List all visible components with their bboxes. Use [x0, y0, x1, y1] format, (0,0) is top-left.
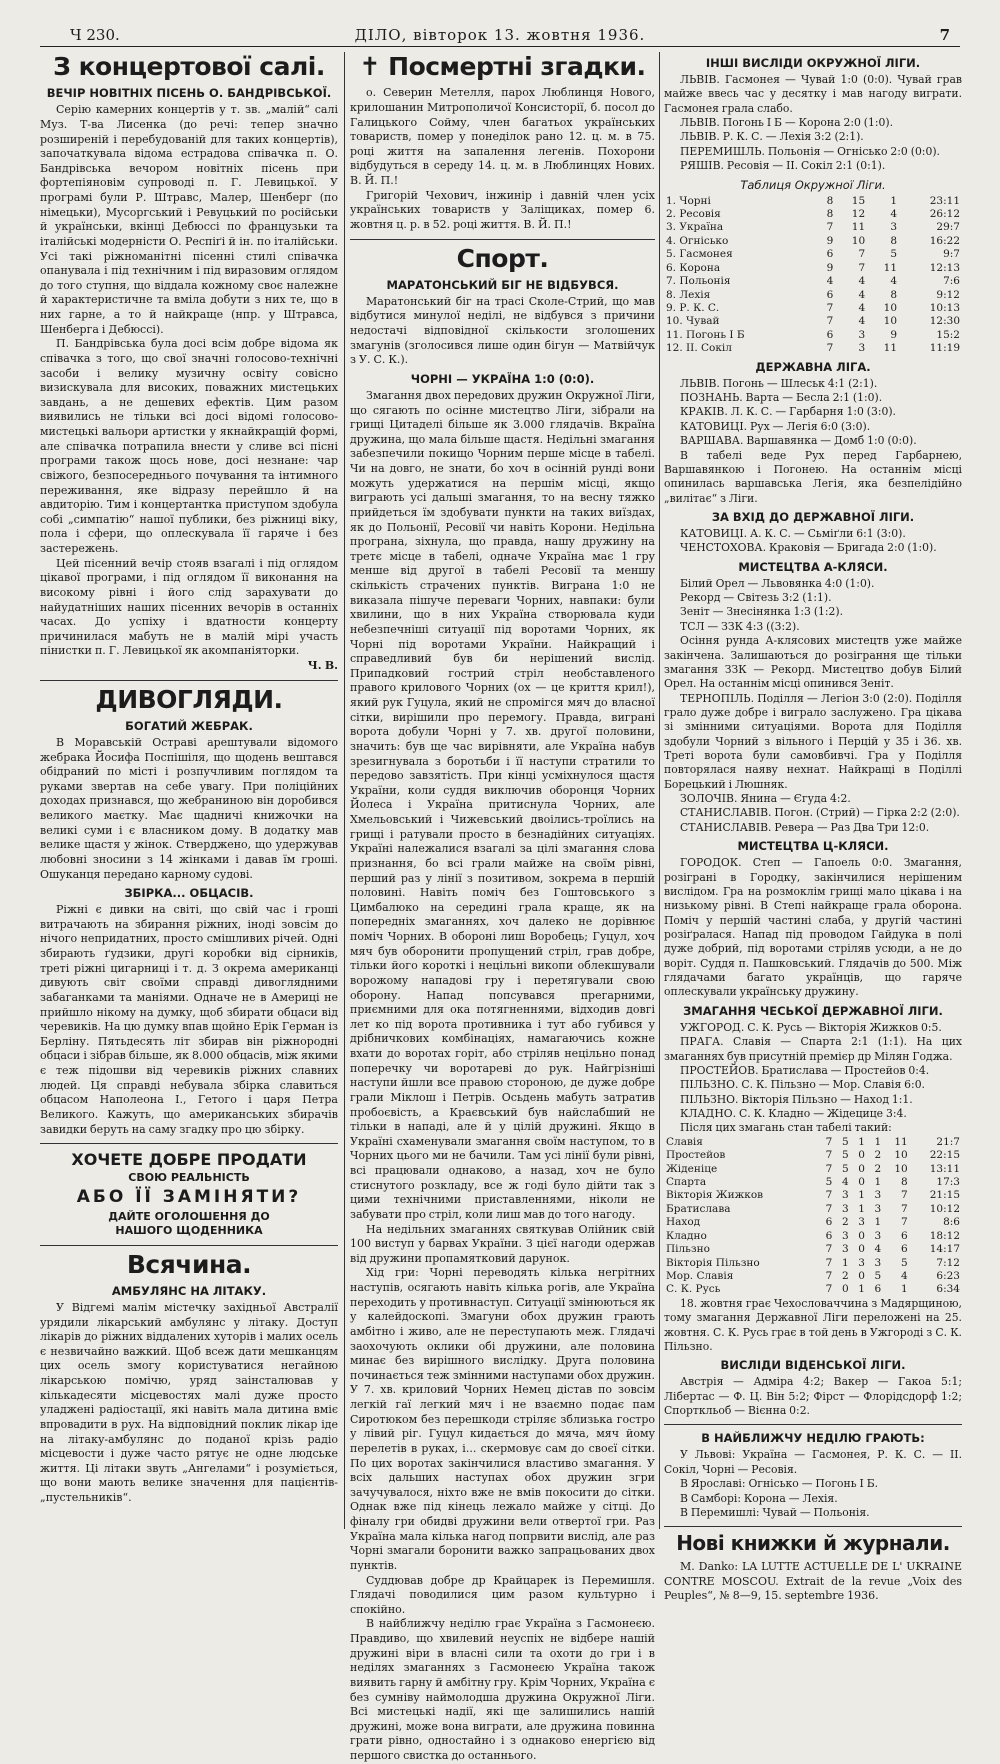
table-cell: 3 [874, 1229, 882, 1242]
result-line: ЛЬВІВ. Погонь — Шлеськ 4:1 (2:1). [680, 376, 878, 390]
team-name: 7. Польонія [666, 275, 731, 288]
result-line: ПІЛЬЗНО. Вікторія Пільзно — Наход 1:1. [680, 1092, 913, 1106]
table-cell: 7 [825, 1256, 833, 1269]
table-row [664, 1189, 962, 1202]
table-cell: 26:12 [929, 207, 960, 220]
table-cell: 7 [825, 1135, 833, 1148]
ad-line: АБО ЇЇ ЗАМІНЯТИ? [76, 1187, 302, 1208]
league-table-heading: Таблиця Окружної Ліги. [740, 177, 886, 192]
table-cell: 21:7 [936, 1135, 960, 1148]
table-cell: 2 [841, 1270, 849, 1283]
table-cell: 2 [841, 1216, 849, 1229]
table-row [664, 208, 962, 221]
results-heading: ІНШІ ВИСЛІДИ ОКРУЖНОЇ ЛІГИ. [705, 56, 921, 70]
table-row [664, 1230, 962, 1243]
table-cell: 0 [858, 1243, 865, 1256]
table-cell: 6 [825, 1229, 833, 1242]
table-cell: 14:17 [929, 1243, 960, 1256]
sport-paragraph: В найближчу неділю грає Україна з Гасмонеєю. Правдиво, що хвилевий неуспіх не відбере нашій дружині віри в власні сили та охоти до гри і в неділях змаганнях з Гасмонеєю Україна також виявить гарну й амбітну гру. Крім Чорних, Україна є без сумніву наймолодша дружина Окружної Ліги. Всі мистецькі надії, які ще залишились нашій дружині, може вона виграти, але дружина повинна грати рівно, одностайно і з однаково енергією від першого свистка до останнього. [350, 1617, 655, 1762]
table-cell: 17:3 [936, 1175, 960, 1188]
table-cell: 4 [858, 315, 866, 328]
czech-table-intro: Після цих змагань стан табелі такий: [680, 1121, 892, 1135]
table-cell: 4 [858, 275, 866, 288]
section-divider [40, 680, 338, 681]
entry-heading: ЗА ВХІД ДО ДЕРЖАВНОЇ ЛІГИ. [711, 510, 915, 524]
table-cell: 6 [901, 1243, 908, 1256]
state-league-results [664, 377, 962, 506]
table-cell: 3 [874, 1202, 882, 1215]
sport-heading: Спорт. [456, 243, 549, 273]
table-cell: 1 [874, 1135, 882, 1148]
result-line: ПРАГА. Славія — Спарта 2:1 (1:1). На цих змаганнях був присутній премієр др Мілян Годжа. [664, 1035, 962, 1063]
table-row [664, 1216, 962, 1229]
team-name: Кладно [666, 1229, 707, 1242]
result-line: В табелі веде Рух перед Гарбарнею, Варшавянкою і Погонею. На останнім місці опинилась варшавська Легія, яка безпелідійно „вилітає“ з Ліги. [664, 448, 962, 505]
table-row [664, 289, 962, 302]
table-cell: 16:22 [929, 234, 960, 247]
table-cell: 22:15 [929, 1149, 960, 1162]
table-cell: 9 [826, 261, 834, 274]
table-row [664, 1270, 962, 1283]
table-cell: 9:12 [936, 288, 960, 301]
books-entry: M. Danko: LA LUTTE ACTUELLE DE L' UKRAINE CONTRE MOSCOU. Extrait de la revue „Voix des Peuples“, № 8—9, 15. septembre 1936. [664, 1560, 962, 1603]
team-name: 1. Чорні [666, 194, 711, 207]
team-name: 8. Лехія [666, 288, 711, 301]
table-cell: 29:7 [936, 221, 960, 234]
section-divider [40, 1245, 338, 1246]
table-cell: 10:12 [929, 1202, 960, 1215]
curios-subheading: ЗБІРКА... ОБЦАСІВ. [124, 886, 254, 901]
team-name: 9. Р. К. С. [666, 302, 720, 315]
table-cell: 23:11 [929, 194, 960, 207]
column-rule [344, 52, 345, 1529]
vienna-results: Австрія — Адміра 4:2; Вакер — Гакоа 5:1; Лібертас — Ф. Ц. Він 5:2; Фірст — Флорідсдорф 1:2; Спорткльоб — Вієнна 0:2. [664, 1375, 962, 1418]
entry-results [664, 527, 962, 556]
table-cell: 4 [841, 1175, 849, 1188]
table-cell: 5 [841, 1162, 849, 1175]
table-cell: 3 [890, 221, 898, 234]
concert-paragraph: Серію камерних концертів у т. зв. „малій“ салі Муз. Т-ва Лисенка (до речі: тепер значно розширеній і перебудованій для таких концертів), започаткувала відома естрадова співачка п. О. Бандрівська вечором новітніх пісень при фортепіяновім супроводі п. Г. Левицької. У програмі були Р. Штравс, Малер, Шенберг (по німецьки), Мусоргський і Ревуцький по російськи й українськи, вкінці Дебюссі по французьки та італійські модерністи О. Респіґі й ін. по італійськи. Усі такі ріжноманітні пісенні стилі співачка опанувала і під технічним і під виразовим оглядом до того ступня, що віддала кожному своє належне й характеристичне та вміла добути з них те, що в них гарне, а то й найкраще (нпр. у Штравса, Шенберга і Дебюссі). [40, 103, 338, 336]
czech-league-heading: ЗМАГАННЯ ЧЕСЬКОЇ ДЕРЖАВНОЇ ЛІГИ. [683, 1003, 943, 1018]
table-cell: 3 [874, 1189, 882, 1202]
table-cell: 3 [858, 342, 866, 355]
table-cell: 3 [841, 1229, 849, 1242]
table-cell: 4 [874, 1243, 882, 1256]
team-name: 3. Україна [666, 221, 724, 234]
misc-subheading: АМБУЛЯНС НА ЛІТАКУ. [111, 1283, 267, 1298]
table-cell: 0 [858, 1162, 865, 1175]
table-cell: 11 [894, 1135, 908, 1148]
table-cell: 3 [841, 1189, 849, 1202]
ad-line: НАШОГО ЩОДЕННИКА [115, 1224, 263, 1238]
result-line: Білий Орел — Львовянка 4:0 (1:0). [680, 576, 875, 590]
result-line: ЛЬВІВ. Гасмонея — Чувай 1:0 (0:0). Чувай грав майже ввесь час у десятку і мав нагоду виграти. Гасмонея грала слабо. [664, 73, 962, 115]
team-name: 11. Погонь І Б [666, 328, 745, 341]
table-cell: 10 [883, 302, 898, 315]
table-cell: 7 [901, 1189, 908, 1202]
result-line: УЖГОРОД. С. К. Русь — Вікторія Жижков 0:5. [680, 1020, 942, 1034]
table-cell: 6 [826, 248, 834, 261]
table-cell: 0 [858, 1229, 865, 1242]
section-divider [350, 239, 655, 240]
table-cell: 12 [851, 207, 866, 220]
team-name: Славія [666, 1135, 703, 1148]
result-line: ПОЗНАНЬ. Варта — Бесла 2:1 (1:0). [680, 391, 883, 405]
table-cell: 12:13 [929, 261, 960, 274]
sunday-fixtures [664, 1448, 962, 1520]
czech-note: 18. жовтня грає Чехословаччина з Мадярщиною, тому змагання Державної Ліги переложені на 25. жовтня. С. К. Русь грає в той день в Ужгороді з С. К. Пільзно. [664, 1296, 962, 1353]
table-cell: 18:12 [929, 1229, 960, 1242]
table-cell: 5 [890, 248, 898, 261]
cross-icon: ✝ [359, 52, 389, 81]
table-cell: 0 [841, 1283, 849, 1296]
table-row [664, 329, 962, 342]
team-name: Спарта [666, 1175, 707, 1188]
table-cell: 7 [825, 1149, 833, 1162]
result-line: ПІЛЬЗНО. С. К. Пільзно — Мор. Славія 6:0. [680, 1078, 925, 1092]
table-cell: 15 [851, 194, 866, 207]
column-1 [40, 52, 338, 1539]
ad-line: ДАЙТЕ ОГОЛОШЕННЯ ДО [108, 1210, 270, 1224]
table-cell: 10 [851, 234, 866, 247]
result-line: КАТОВИЦІ. А. К. С. — Сьміґли 6:1 (3:0). [680, 527, 906, 540]
table-cell: 4 [901, 1270, 908, 1283]
table-cell: 4 [858, 288, 866, 301]
masthead-date: ДІЛО, вівторок 13. жовтня 1936. [354, 26, 646, 44]
table-cell: 8:6 [943, 1216, 960, 1229]
state-league-heading: ДЕРЖАВНА ЛІГА. [755, 359, 871, 374]
sport-subheading: МАРАТОНСЬКИЙ БІГ НЕ ВІДБУВСЯ. [386, 277, 619, 292]
table-cell: 1 [858, 1189, 865, 1202]
table-cell: 1 [901, 1283, 908, 1296]
curios-heading: ДИВОГЛЯДИ. [95, 684, 283, 714]
czech-results [664, 1021, 962, 1122]
table-cell: 7 [825, 1202, 833, 1215]
result-line: ЛЬВІВ. Р. К. С. — Лехія 3:2 (2:1). [680, 130, 864, 144]
table-cell: 12:30 [929, 315, 960, 328]
table-row [664, 1176, 962, 1189]
table-cell: 7 [825, 1162, 833, 1175]
ad-line: ХОЧЕТЕ ДОБРЕ ПРОДАТИ [71, 1150, 307, 1170]
table-cell: 11 [883, 342, 898, 355]
table-row [664, 1257, 962, 1270]
curios-paragraph: Ріжні є дивки на світі, що свій час і гроші витрачають на збирання ріжних, іноді зовсім до нічого непридатних, просто смішливих річей. Одні збирають ґудзики, другі коробки від сірників, треті ріжні цигарниці і т. д. З окрема американці дивують світ своїми справді дивоглядними забаганками та маніями. Одначе не в Америці не прийшло нікому на думку, щоб збирати обцаси від черевиків. На цю думку впав щойно Ерік Герман із Берліну. Пятьдесять літ збирав він ріжнородні обцаси і зібрав більше, як 8.000 обцасів, між якими є теж підошви від черевиків ріжних славних людей. Ця справді небувала збірка славиться обцасом Наполеона І., Гетого і царя Петра Великого. Кажуть, що американських збирачів завидки беруть на саму згадку про цю збірку. [40, 903, 338, 1136]
table-cell: 6 [826, 288, 834, 301]
table-cell: 8 [826, 207, 834, 220]
sport-paragraph: Змагання двох передових дружин Окружної Ліги, що сягають по осінне мистецтво Ліги, зібрали на грищі Цитаделі більше як 3.000 глядачів. Вкраїна дружина, що мала більше щастя. Недільні змагання забезпечили покищо Чорним перше місце в табелі. Чи на довго, не знати, бо хоч в осінній рунді вони можуть удержатися на першім місці, якщо виграють усі дальші змагання, то на весну тяжко прийдеться їм здобувати пункти на таких виїздах, як до Польонії, Ресовії чи навіть Корони. Недільна програна, зіхнула, що правда, нашу дружину на третє місце в табелі, одначе Україна має 1 гру менше від другої в табелі Ресовії та меншу скількість страчених пунктів. Виграна 1:0 не виказала пішуче переваги Чорних, навпаки: були хвилини, що в них Україна створювала куди небезпечніші ситуації під воротами Чорних, як Чорні під воротами України. Найкращий і справедливий був би нерішений вислід. Припадковий гострий стріл необставленого правого крилового Чорних (ох — це криття крил!), який рук Гуцула, який не спромігся мяч до власної сітки, вирішили про перемогу. Правда, виграні ворота добули Чорні у 7. хв. другої половини, значить: був ще час вирівняти, але Україна набув зрезигнувала з боротьби і її наступи стратили то передово завзятість. При кінці усміхнулося щастя України, коли суддя виключив оборонця Чорних Йолеса і Україна притиснула Чорних, але Хмельовський і Чижевський двоілись-троїлись на грищі і ратували просто в безнадійних ситуаціях. Україні належалися взагалі за цілі змагання слова признання, бо всі грали майже на своїм рівні, перший раз у лінії з позитивом, зокрема в першій половині. Навіть поміч без Гоштовського з Цимбалюко на середині грала краще, як на попередніх змаганнях, хоч далеко не дорівнює поміч Чорних. В обороні лиш Воробець; Гуцул, хоч мяч був оборонити пропущений стріл, грав добре, тільки його короткі і нецільні викопи облекшували ворожому нападові гру і перетягували свою оборону. Напад попсувався прегарними, приємними для ока потягненнями, відходив довгі лет ко під ворота противника і тут або губився у дрібничкових комбінаціях, намагаючись кожне вхати до воротах горіт, або стріляв нецільно понад поперечку чи воротареві до рук. Найгрізніші наступи йшли все правою стороною, де дуже добре грали Міклош і Петрів. Осьдень мабуть затратив пробоєвість, а Краєвський був найслабший не тільки в нападі, але й у цілій дружині. Якщо в Україні схаменували змагання своїм наступом, то в Чорних цього ми не бачили. Там усі лінії були рівні, всі працювали однаково, а назад, хоч не було стиснутого розкладу, все ж годі було дійти так з цими технічними приставленнями, ніколи не забувати про стріл, коли лиш мав до того нагоду. [350, 388, 655, 1221]
team-name: Простейов [666, 1149, 726, 1162]
fixture-line: В Ярославі: Огнісько — Погонь І Б. [680, 1477, 879, 1491]
table-cell: 11 [851, 221, 866, 234]
table-cell: 7:12 [936, 1256, 960, 1269]
table-cell: 3 [858, 328, 866, 341]
table-row [664, 1149, 962, 1162]
result-line: ТЕРНОПІЛЬ. Поділля — Легіон 3:0 (2:0). Поділля грало дуже добре і виграло заслужено. Гра цікава зі змінними ситуаціями. Ворота для Поділля здобули Чорний з вільного і Перцій у 35 і 36. хв. Треті ворота були самовбивчі. Гра у Поділля повторялася наяву нехнат. Найкращі в Поділлі Борецький і Люшняк. [664, 691, 962, 791]
table-cell: 7 [858, 248, 866, 261]
table-cell: 1 [890, 194, 898, 207]
league-table [664, 195, 962, 356]
table-cell: 10 [894, 1162, 908, 1175]
table-cell: 3 [874, 1256, 882, 1269]
table-cell: 7 [825, 1270, 833, 1283]
misc-heading: Всячина. [126, 1249, 252, 1279]
team-name: 6. Корона [666, 261, 721, 274]
a-class-results [664, 577, 962, 835]
table-cell: 3 [858, 1216, 865, 1229]
fixture-line: У Львові: Україна — Гасмонея, Р. К. С. — II. Сокіл, Чорні — Ресовія. [664, 1448, 962, 1476]
result-line: ГОРОДОК. Степ — Гапоель 0:0. Змагання, розіграні в Городку, закінчилися нерішеним вислідом. Гра на розмоклім грищі мало цікава і на низькому рівні. В Степі найкраще грала оборона. Поміч у першій частині слаба, у другій частині розіґралася. Напад під проводом Гайдука в полі дуже добрий, під воротами стріляв усюди, а не до воріт. Суддя п. Пашковський. Глядачів до 500. Між глядачами багато українців, що гаряче оплескували українську дружину. [664, 856, 962, 999]
team-name: 2. Ресовія [666, 207, 721, 220]
table-cell: 7 [825, 1243, 833, 1256]
team-name: 12. II. Сокіл [666, 342, 732, 355]
table-cell: 0 [858, 1270, 865, 1283]
table-row [664, 1283, 962, 1296]
sport-paragraph: Хід гри: Чорні переводять кілька негрітних наступів, осягають навіть кілька рогів, але Україна переходить у противнаступ. Ситуації змінюються як у калейдоскопі. Змагуни обох дружин грають амбітно і живо, але не переступають меж. Глядачі заохочують оклики обі дружини, але половина минає без вирішного вислідку. Друга половина починається теж змінними наступами обох дружин. У 7. хв. криловий Чорних Немец дістав по зовсім легкій гаї легкий мяч і не взаємно подає пам Сиротюком без перешкоди стріляє зблизька гостро у лівий ріг. Гуцул кидається до мяча, мяч йому перелетів в руках, і... скермовує сам до своєї сітки. По цих воротах закінчилися властиво змагання. У всіх дальших наступах обох дружин згри зачучувалося, ніхто вже не вмів покосити до сітки. Однак вже під кінець лежало майже у сітці. До фіналу гри обидві дружини вели отвертої гри. Раз Україна мала кілька нагод попрвити вислід, але раз Чорні змагали боронити важко запрацьованих двох пунктів. [350, 1266, 655, 1572]
table-cell: 6 [826, 328, 834, 341]
result-line: КРАКІВ. Л. К. С. — Гарбарня 1:0 (3:0). [680, 405, 896, 419]
result-line: ЧЕНСТОХОВА. Краковія — Бригада 2:0 (1:0). [680, 541, 937, 555]
concert-subheading: ВЕЧІР НОВІТНІХ ПІСЕНЬ О. БАНДРІВСЬКОЇ. [46, 86, 332, 101]
table-row [664, 1163, 962, 1176]
team-name: Наход [666, 1216, 701, 1229]
page-header [40, 22, 960, 47]
table-cell: 4 [858, 302, 866, 315]
table-row [664, 235, 962, 248]
sport-paragraph: Суддював добре др Крайцарек із Перемишля. Глядачі поводилися цим разом культурно і спокійно. [350, 1573, 655, 1616]
table-cell: 5 [874, 1270, 882, 1283]
table-cell: 4 [890, 207, 898, 220]
result-line: ЗОЛОЧІВ. Янина — Єгуда 4:2. [680, 792, 851, 806]
page-number: Ч 230. [70, 26, 120, 44]
result-line: ВАРШАВА. Варшавянка — Домб 1:0 (0:0). [680, 434, 917, 448]
result-line: Осіння рунда А-клясових мистецтв уже майже закінчена. Залишаються до розіграння ще тільки змагання ЗЗК — Рекорд. Мистецтво добув Білий Орел. На останнім місці опинився Зеніт. [664, 634, 962, 691]
page-number-right: 7 [939, 26, 950, 44]
ad-line: СВОЮ РЕАЛЬНІСТЬ [128, 1171, 250, 1185]
result-line: КАТОВИЦІ. Рух — Легія 6:0 (3:0). [680, 419, 871, 433]
result-line: Зеніт — Знесінянка 1:3 (1:2). [680, 605, 844, 619]
table-cell: 8 [826, 194, 834, 207]
result-line: Рекорд — Світезь 3:2 (1:1). [680, 591, 832, 605]
table-cell: 5 [841, 1135, 849, 1148]
table-row [664, 248, 962, 261]
table-cell: 6:23 [936, 1270, 960, 1283]
c-class-results [664, 856, 962, 1000]
result-line: ТСЛ — ЗЗК 4:3 ((3:2). [680, 619, 800, 633]
table-cell: 5 [901, 1256, 908, 1269]
table-cell: 11 [883, 261, 898, 274]
table-cell: 5 [841, 1149, 849, 1162]
table-row [664, 302, 962, 315]
team-name: Вікторія Пільзно [666, 1256, 760, 1269]
table-cell: 2 [874, 1162, 882, 1175]
table-cell: 7 [825, 1283, 833, 1296]
result-line: РЯШІВ. Ресовія — II. Сокіл 2:1 (0:1). [680, 159, 886, 173]
table-row [664, 1203, 962, 1216]
table-cell: 10 [883, 315, 898, 328]
concert-paragraph: П. Бандрівська була досі всім добре відома як співачка з того, що свої значні голосово-технічні засоби і велику музичну освіту совісно визискувала для високих, поважних мистецьких завдань, а не дешевих ефектів. Цим разом виявились не тільки всі досі відомі голосово-мистецькі вальори артистки у якнайкращій формі, але співачка потрапила внести у сливе всі пісні програми також щось нове, досі незнане: чар свіжого, безпосереднього почування та інтимного переживання, яке відразу перейшло й на авдиторію. Тим і концертантка приступом здобула собі „симпатію“ нашої публики, без ріжниці віку, пола і сфери, що оплескувала її гаряче і без застережень. [40, 337, 338, 555]
table-cell: 13:11 [929, 1162, 960, 1175]
table-cell: 7 [826, 221, 834, 234]
obituary-title: Посмертні згадки. [388, 52, 646, 81]
table-cell: 9 [826, 234, 834, 247]
curios-paragraph: В Моравській Остраві арештували відомого жебрака Йосифа Поспішіля, що щодень вештався обідраний по місті і розпучливим поглядом та руками звертав на себе увагу. При поліційних доходах признався, що жебраниною він доробився великого маєтку. Має щадничі книжочки на великі суми і є власником дому. В додатку мав велике щастя у жінок. Стверджено, що удержував любовні зносини з 14 жінками і давав їм гроші. Ошуканця передано карному судові. [40, 735, 338, 881]
table-cell: 1 [858, 1202, 865, 1215]
table-row [664, 195, 962, 208]
result-line: ПРОСТЕЙОВ. Братиславa — Простейов 0:4. [680, 1063, 930, 1077]
team-name: Вікторія Жижков [666, 1189, 764, 1202]
table-cell: 9 [890, 328, 898, 341]
table-row [664, 221, 962, 234]
table-cell: 0 [858, 1175, 865, 1188]
sunday-heading: В НАЙБЛИЖЧУ НЕДІЛЮ ГРАЮТЬ: [701, 1431, 925, 1446]
table-cell: 1 [874, 1216, 882, 1229]
table-row [664, 342, 962, 355]
results-list [664, 73, 962, 174]
fixture-line: В Перемишлі: Чувай — Польонія. [680, 1505, 870, 1519]
team-name: 10. Чувай [666, 315, 720, 328]
table-row [664, 315, 962, 328]
column-2 [350, 52, 655, 1762]
fixture-line: В Самборі: Корона — Лехія. [680, 1491, 838, 1505]
section-divider [40, 1143, 338, 1144]
table-cell: 4 [826, 275, 834, 288]
a-class-heading: МИСТЕЦТВА А-КЛЯСИ. [738, 559, 888, 574]
section-divider [664, 1424, 962, 1425]
table-cell: 9:7 [943, 248, 960, 261]
table-row [664, 1243, 962, 1256]
table-cell: 7:6 [943, 275, 960, 288]
table-cell: 1 [858, 1135, 865, 1148]
table-row [664, 262, 962, 275]
table-cell: 7 [901, 1202, 908, 1215]
concert-heading: З концертової салі. [53, 52, 325, 81]
table-cell: 7 [901, 1216, 908, 1229]
table-cell: 2 [874, 1149, 882, 1162]
table-row [664, 1136, 962, 1149]
table-cell: 6 [825, 1216, 833, 1229]
table-cell: 11:19 [929, 342, 960, 355]
team-name: 4. Огнісько [666, 234, 729, 247]
table-cell: 10 [894, 1149, 908, 1162]
result-line: ЛЬВІВ. Погонь І Б — Корона 2:0 (1:0). [680, 116, 894, 130]
result-line: ПЕРЕМИШЛЬ. Польонія — Огнісько 2:0 (0:0). [680, 144, 940, 158]
column-rule [659, 52, 660, 1529]
result-line: КЛАДНО. С. К. Кладно — Жідецице 3:4. [680, 1106, 907, 1120]
table-cell: 6:34 [936, 1283, 960, 1296]
books-heading: Нові книжки й журнали. [676, 1531, 950, 1556]
team-name: Мор. Славія [666, 1270, 734, 1283]
table-cell: 7 [826, 342, 834, 355]
team-name: С. К. Русь [666, 1283, 721, 1296]
table-cell: 7 [825, 1189, 833, 1202]
column-3 [664, 52, 962, 1603]
table-cell: 10:13 [929, 302, 960, 315]
table-cell: 8 [890, 234, 898, 247]
table-cell: 7 [858, 261, 866, 274]
team-name: Жіденіце [666, 1162, 718, 1175]
obituary-heading [350, 54, 655, 80]
table-cell: 1 [858, 1283, 865, 1296]
table-cell: 1 [841, 1256, 849, 1269]
sport-subheading: ЧОРНІ — УКРАЇНА 1:0 (0:0). [410, 371, 595, 386]
table-cell: 21:15 [929, 1189, 960, 1202]
sport-paragraph: На недільних змаганнях святкував Олійник свій 100 виступ у барвах України. З цієї нагоди одержав від дружини пропамятковий дарунок. [350, 1222, 655, 1265]
section-divider [664, 1526, 962, 1527]
table-cell: 3 [841, 1202, 849, 1215]
result-line: СТАНИСЛАВІВ. Погон. (Стрий) — Гірка 2:2 (2:0). [680, 806, 960, 820]
table-cell: 15:2 [936, 328, 960, 341]
curios-subheading: БОГАТИЙ ЖЕБРАК. [125, 718, 253, 733]
vienna-heading: ВИСЛІДИ ВІДЕНСЬКОЇ ЛІГИ. [720, 1358, 906, 1373]
concert-paragraph: Цей пісенний вечір стояв взагалі і під оглядом цікавої програми, і під оглядом її виконання на високому рівні і його слід зарахувати до найудатніших наших пісенних вечорів в останніх часах. До успіху і вдатности концерту причинилася мабуть не в малій мірі участь пінистки п. Г. Левицької як акомпаніяторки. [40, 556, 338, 658]
result-line: СТАНИСЛАВІВ. Ревера — Раз Два Три 12:0. [680, 820, 930, 834]
table-cell: 7 [826, 315, 834, 328]
table-cell: 6 [874, 1283, 882, 1296]
czech-table [664, 1136, 962, 1297]
obituary-paragraph: о. Северин Метелля, парох Люблинця Нового, крилошанин Митрополичої Консисторії, б. посол до Галицького Сойму, член багатьох українських товариств, помер у понеділок рано 12. ц. м. в 75. році життя на запалення легенів. Похорони відбудуться в середу 14. ц. м. в Люблинцях Нових. В. Й. П.! [350, 86, 655, 187]
team-name: Пільзно [666, 1243, 710, 1256]
table-row [664, 275, 962, 288]
table-cell: 4 [890, 275, 898, 288]
team-name: Братислава [666, 1202, 731, 1215]
table-cell: 1 [874, 1175, 882, 1188]
table-cell: 3 [858, 1256, 865, 1269]
table-cell: 6 [901, 1229, 908, 1242]
table-cell: 8 [890, 288, 898, 301]
c-class-heading: МИСТЕЦТВА Ц-КЛЯСИ. [737, 839, 889, 854]
table-cell: 5 [825, 1175, 833, 1188]
obituary-paragraph: Григорій Чехович, інжинір і давній член усіх українських товариств у Заліщиках, помер 6. жовтня ц. р. в 52. році життя. В. Й. П.! [350, 188, 655, 231]
team-name: 5. Гасмонея [666, 248, 733, 261]
sport-paragraph: Маратонський біг на трасі Сколе-Стрий, що мав відбутися минулої неділі, не відбувся з причини недостачі відповідної скількости зголошених змагунів (зголосився лише один бігун — Матвійчук з У. С. К.). [350, 294, 655, 367]
misc-paragraph: У Відгемі малім містечку західньої Австралії урядили лікарський амбулянс у літаку. Доступ лікарів до ріжних віддалених хуторів і малих осель є незвичайно важкий. Щоб всеж дати мешканцям цих осель змогу користуватися негайною лікарською помічю, уряд заінсталював у кількадесяти місцевостях малі дуже просто уладжені радіостації, які навіть мала дитина вміє впровадити в рух. На відповідний поклик лікар іде на літаку-амбулянс до поданої крізь радіо місцевости і дуже часто рятує не одне людське життя. Ці літаки звуть „Ангелами“ і розуміється, що вони мають велике значення для пацієнтів-„пустельників“. [40, 1300, 338, 1505]
table-cell: 3 [841, 1243, 849, 1256]
table-cell: 7 [826, 302, 834, 315]
table-cell: 8 [901, 1175, 908, 1188]
advertisement [40, 1150, 338, 1239]
table-cell: 0 [858, 1149, 865, 1162]
concert-signature: Ч. В. [307, 659, 338, 672]
